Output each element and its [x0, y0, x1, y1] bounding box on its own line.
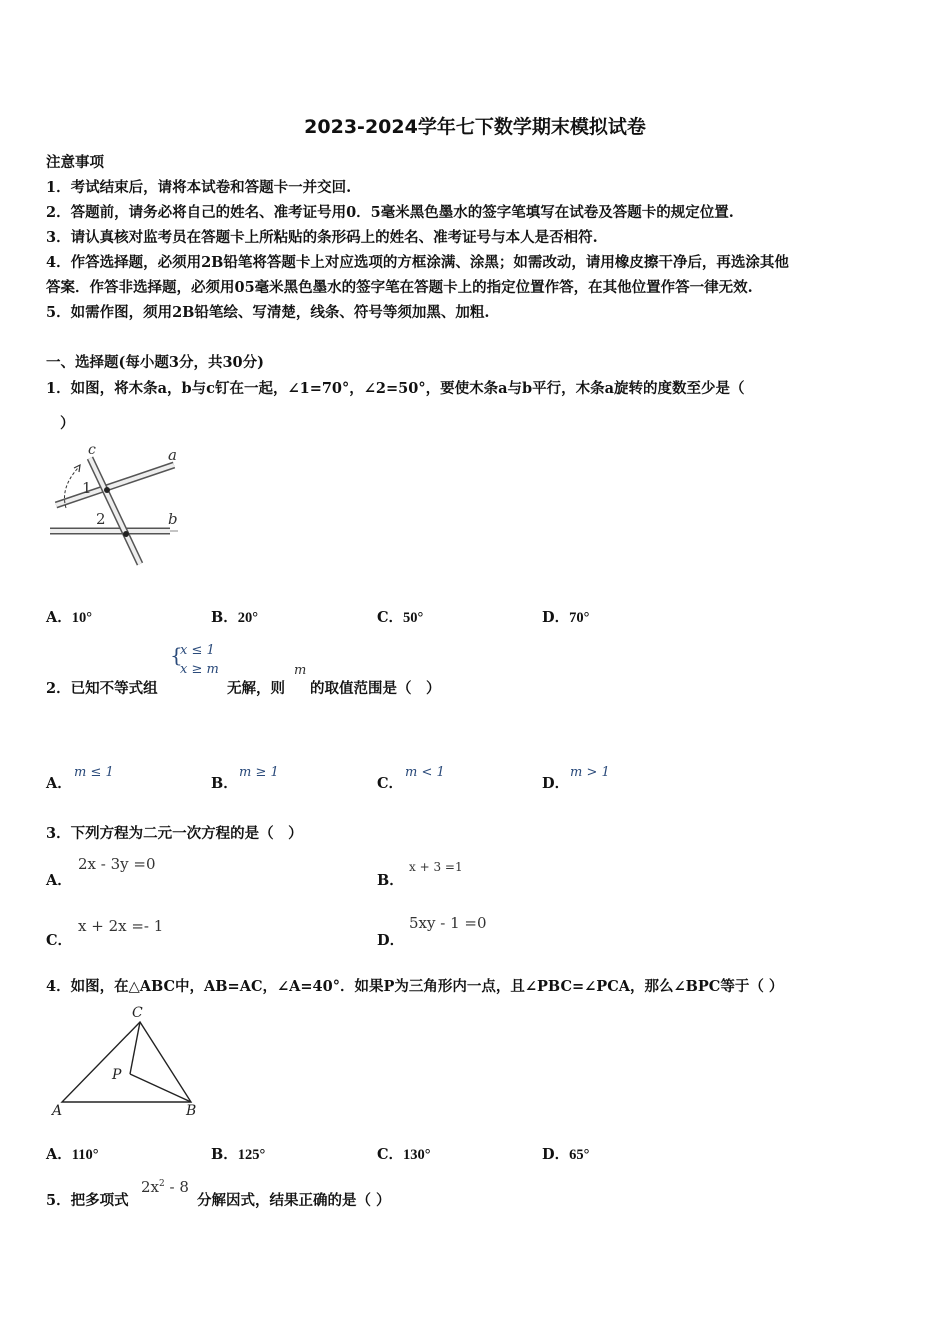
q4-option-c[interactable]: C．130°: [377, 1146, 431, 1163]
q3-option-b-expr: x + 3 =1: [409, 860, 463, 874]
nail-1: [104, 487, 110, 493]
q2-var-m: m: [294, 663, 307, 678]
section-heading: 一、选择题(每小题3分，共30分): [46, 354, 264, 371]
q2-brace: {: [170, 643, 183, 667]
q2-option-d[interactable]: D．: [542, 775, 570, 792]
label-b: b: [168, 510, 178, 528]
label-C: C: [132, 1005, 143, 1021]
label-P: P: [112, 1067, 122, 1083]
q5-stem-prefix: 5．把多项式: [46, 1192, 129, 1209]
q2-system-line-1: x ≤ 1: [180, 643, 215, 658]
q2-option-a[interactable]: A．: [46, 775, 72, 792]
label-angle-2: 2: [96, 510, 106, 528]
q5-stem-suffix: 分解因式，结果正确的是（ ）: [197, 1192, 391, 1209]
notice-item-5: 5．如需作图，须用2B铅笔绘、写清楚，线条、符号等须加黑、加粗.: [46, 304, 490, 321]
q3-stem: 3．下列方程为二元一次方程的是（ ）: [46, 825, 303, 842]
label-a: a: [168, 446, 177, 464]
notice-item-2: 2．答题前，请务必将自己的姓名、准考证号用0．5毫米黑色墨水的签字笔填写在试卷及答题卡的规定位置.: [46, 204, 734, 221]
q5-expression: $2x^2 - 8$: [141, 1178, 189, 1196]
q1-stem-close: ）: [60, 415, 75, 432]
q2-option-d-expr: m > 1: [570, 765, 610, 780]
q2-option-c[interactable]: C．: [377, 775, 404, 792]
q3-option-d[interactable]: D．: [377, 932, 405, 949]
notice-item-4: 4．作答选择题，必须用2B铅笔将答题卡上对应选项的方框涂满、涂黑；如需改动，请用橡皮擦干净后，再选涂其他: [46, 254, 789, 271]
q3-option-c-expr: x + 2x =- 1: [78, 917, 164, 935]
q2-option-b[interactable]: B．: [211, 775, 238, 792]
notice-item-3: 3．请认真核对监考员在答题卡上所粘贴的条形码上的姓名、准考证号与本人是否相符.: [46, 229, 598, 246]
label-angle-1: 1: [82, 479, 92, 497]
q4-option-b[interactable]: B．125°: [211, 1146, 266, 1163]
nail-2: [123, 531, 129, 537]
label-c: c: [88, 442, 96, 458]
q2-stem-suffix: 的取值范围是（ ）: [310, 680, 441, 697]
q3-option-c[interactable]: C．: [46, 932, 73, 949]
q4-figure: [48, 1000, 208, 1122]
q1-stem: 1．如图，将木条a，b与c钉在一起，∠1=70°，∠2=50°，要使木条a与b平行，木条a旋转的度数至少是（: [46, 380, 745, 397]
q2-system-line-2: x ≥ m: [180, 662, 219, 677]
q2-stem-middle: 无解，则: [227, 680, 285, 697]
page-title: 2023-2024学年七下数学期末模拟试卷: [304, 116, 646, 138]
q3-option-a[interactable]: A．: [46, 872, 72, 889]
q2-stem-prefix: 2．已知不等式组: [46, 680, 158, 697]
q1-option-b[interactable]: B．20°: [211, 609, 259, 626]
label-A: A: [52, 1103, 63, 1119]
notice-item-1: 1．考试结束后，请将本试卷和答题卡一并交回.: [46, 179, 352, 196]
stick-a: [56, 465, 174, 505]
q2-option-b-expr: m ≥ 1: [239, 765, 279, 780]
notice-heading: 注意事项: [46, 154, 104, 171]
q2-option-a-expr: m ≤ 1: [74, 765, 114, 780]
q4-stem: 4．如图，在△ABC中，AB=AC，∠A=40°．如果P为三角形内一点，且∠PBC=∠PCA，那么∠BPC等于（ ）: [46, 978, 784, 995]
q1-option-c[interactable]: C．50°: [377, 609, 424, 626]
q1-option-d[interactable]: D．70°: [542, 609, 590, 626]
q1-figure: [44, 438, 194, 574]
triangle-abc: [62, 1022, 191, 1102]
q3-option-b[interactable]: B．: [377, 872, 404, 889]
q4-option-d[interactable]: D．65°: [542, 1146, 590, 1163]
q3-option-d-expr: 5xy - 1 =0: [409, 914, 487, 932]
q4-option-a[interactable]: A．110°: [46, 1146, 99, 1163]
label-B: B: [186, 1103, 197, 1119]
q2-option-c-expr: m < 1: [405, 765, 445, 780]
q1-option-a[interactable]: A．10°: [46, 609, 93, 626]
notice-item-4-cont: 答案．作答非选择题，必须用05毫米黑色墨水的签字笔在答题卡上的指定位置作答，在其他位置作答一律无效.: [46, 279, 753, 296]
q3-option-a-expr: 2x - 3y =0: [78, 855, 156, 873]
